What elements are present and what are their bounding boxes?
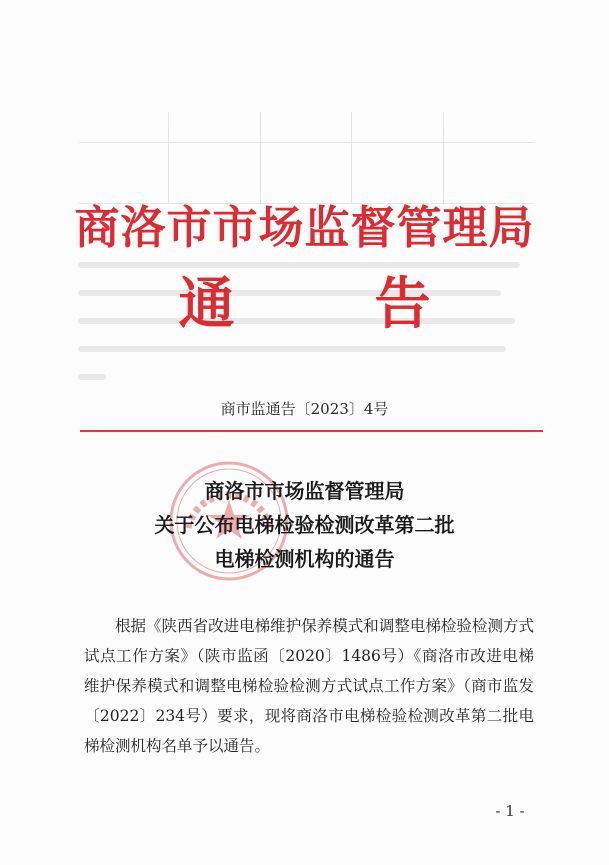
body-paragraph: 根据《陕西省改进电梯维护保养模式和调整电梯检验检测方式试点工作方案》（陕市监函〔2020〕1486号）《商洛市改进电梯维护保养模式和调整电梯检验检测方式试点工作方案》（商市监发〔2022〕234号）要求，现将商洛市电梯检验检测改革第二批电梯检测机构名单予以通告。 bbox=[84, 617, 534, 755]
red-divider bbox=[80, 430, 543, 432]
bleed-through-row bbox=[78, 112, 534, 143]
title-line: 关于公布电梯检验检测改革第二批 bbox=[154, 513, 455, 537]
title-line: 商洛市市场监督管理局 bbox=[204, 479, 405, 503]
notice-word: 通告 bbox=[178, 272, 571, 337]
notice-title bbox=[0, 474, 609, 576]
page-number: - 1 - bbox=[495, 802, 525, 820]
bleed-through-table bbox=[78, 112, 534, 204]
title-line: 电梯检测机构的通告 bbox=[214, 547, 395, 571]
document-number: 商市监通告〔2023〕4号 bbox=[220, 400, 389, 418]
agency-header: 商洛市市场监督管理局 bbox=[74, 201, 535, 254]
bleed-through-row bbox=[78, 143, 534, 204]
body-text bbox=[84, 611, 534, 761]
